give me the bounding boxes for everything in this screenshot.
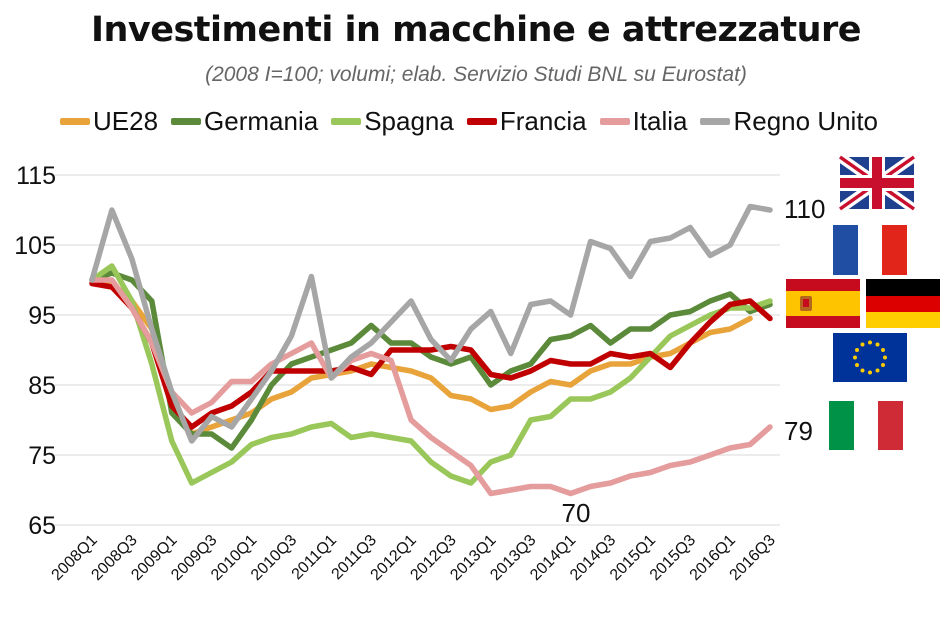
x-tick-label: 2008Q1 [48, 531, 101, 585]
annotation-label: 110 [784, 194, 826, 224]
series-line [92, 266, 770, 483]
x-tick-label: 2009Q3 [168, 531, 221, 585]
x-tick-label: 2016Q1 [686, 531, 739, 585]
x-tick-label: 2016Q3 [726, 531, 779, 585]
series-line [92, 273, 770, 448]
x-tick-label: 2011Q1 [288, 531, 341, 584]
legend-label: Francia [499, 106, 587, 136]
x-tick-label: 2013Q3 [487, 531, 540, 585]
flag-france-icon [833, 225, 907, 275]
x-tick-label: 2012Q3 [407, 531, 460, 585]
legend-label: Germania [204, 106, 319, 136]
x-tick-label: 2008Q3 [88, 531, 141, 585]
flag-germany-icon [866, 279, 940, 328]
x-tick-label: 2015Q1 [606, 531, 660, 585]
legend-label: UE28 [93, 106, 159, 136]
flag-eu-icon [833, 333, 907, 382]
y-tick-label: 105 [14, 232, 56, 260]
y-axis [14, 162, 56, 540]
x-tick-label: 2010Q1 [208, 531, 261, 585]
legend-label: Italia [632, 106, 688, 136]
y-tick-label: 65 [28, 512, 56, 540]
x-axis [49, 532, 779, 584]
series-line [92, 207, 770, 442]
x-tick-label: 2013Q1 [447, 531, 500, 585]
y-tick-label: 95 [28, 302, 56, 330]
annotation-label: 79 [784, 416, 813, 446]
x-tick-label: 2011Q3 [328, 531, 381, 584]
legend-label: Spagna [364, 106, 454, 136]
y-tick-label: 85 [28, 372, 56, 400]
chart-subtitle: (2008 I=100; volumi; elab. Servizio Studi BNL su Eurostat) [205, 63, 747, 86]
flag-spain-icon [786, 279, 860, 328]
x-tick-label: 2015Q3 [646, 531, 700, 585]
x-tick-label: 2014Q1 [527, 531, 580, 585]
flag-uk-icon [840, 157, 914, 209]
annotation-label: 70 [561, 498, 591, 528]
chart-title: Investimenti in macchine e attrezzature [90, 10, 862, 50]
x-tick-label: 2010Q3 [247, 531, 301, 585]
series-lines [92, 207, 770, 494]
x-tick-label: 2014Q3 [567, 531, 620, 585]
y-tick-label: 115 [16, 162, 56, 190]
legend-label: Regno Unito [733, 106, 879, 136]
x-tick-label: 2009Q1 [128, 531, 181, 585]
flag-italy-icon [829, 401, 903, 450]
x-tick-label: 2012Q1 [367, 531, 420, 585]
y-tick-label: 75 [28, 442, 56, 470]
